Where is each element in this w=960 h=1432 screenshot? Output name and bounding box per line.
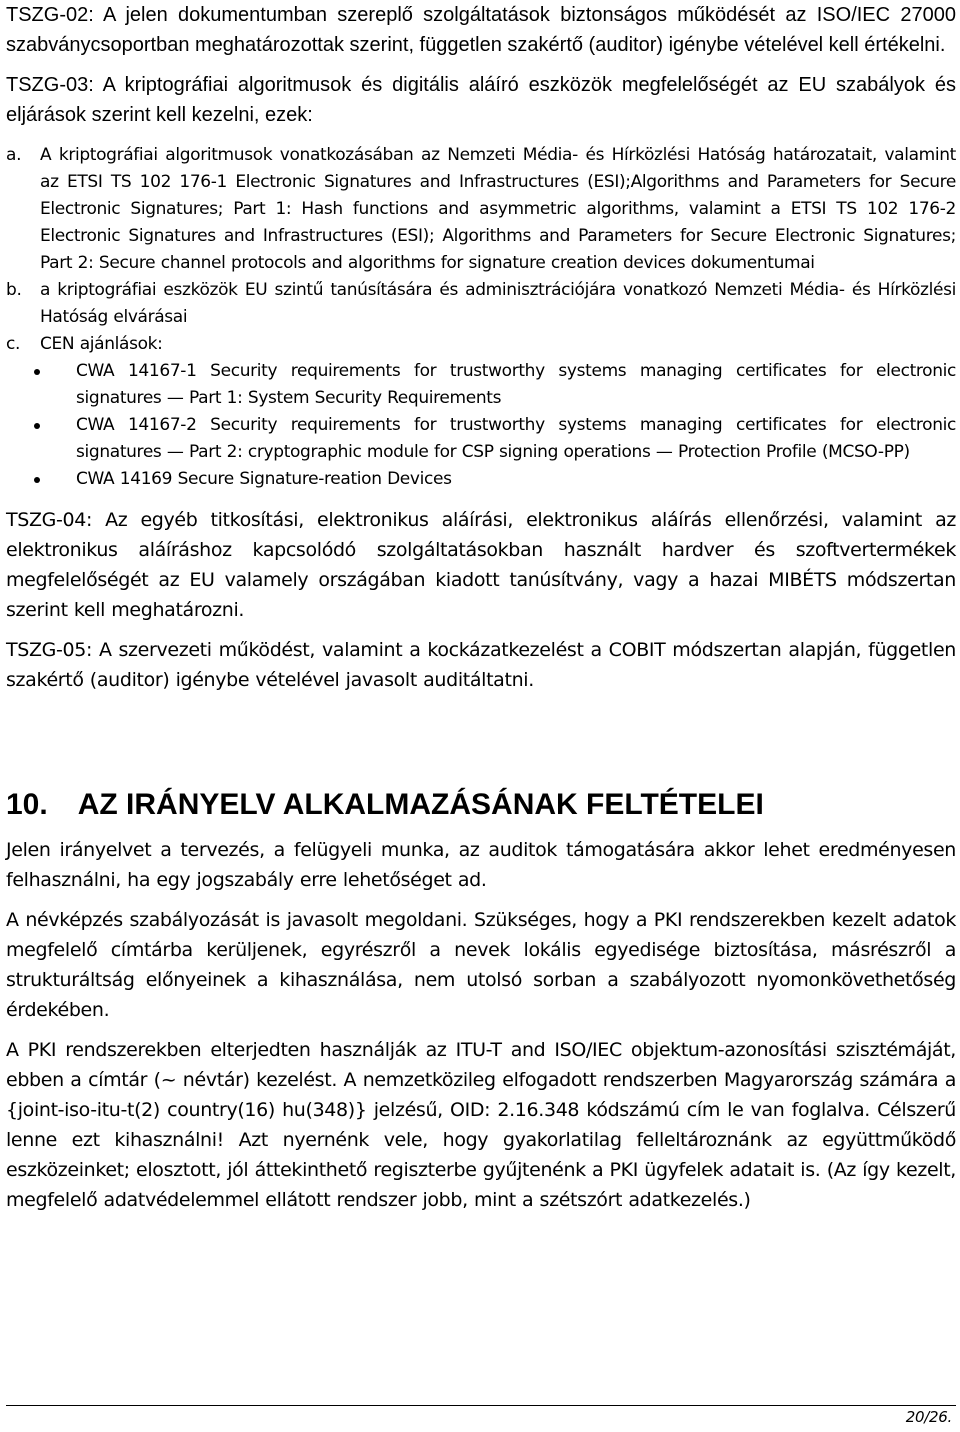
section-heading xyxy=(6,787,956,823)
paragraph-tszg-03: TSZG-03: A kriptográfiai algoritmusok és digitális aláíró eszközök megfelelőségét az EU szabályok és eljárások szerint kell kezelni, ezek: xyxy=(6,74,956,126)
section-paragraph: A névképzés szabályozását is javasolt megoldani. Szükséges, hogy a PKI rendszerekben kezelt adatok megfelelő címtárba kerüljenek, egyrészről a nevek lokális egyedisége biztosítása, másrészről a strukturáltság előnyeinek a kihasználása, nem utolsó sorban a szabályozott nyomonkövethetőség érdekében. xyxy=(6,909,956,1021)
page-number: 20/26. xyxy=(905,1408,952,1426)
list-marker-b: b. xyxy=(6,280,22,300)
list-item-a xyxy=(6,142,956,277)
document-page xyxy=(6,0,956,1215)
list-item xyxy=(76,358,956,412)
section-paragraph: A PKI rendszerekben elterjedten használják az ITU-T and ISO/IEC objektum-azonosítási szisztémáját, ebben a címtár (~ névtár) kezelést. A nemzetközileg elfogadott rendszerben Magyarország számára a {joint-iso-itu-t(2) country(16) hu(348)} jelzésű, OID: 2.16.348 kódszámú cím le van foglalva. Célszerű lenne ezt kihasználni! Azt nyernénk vele, hogy gyakorlatilag fellelt​ároznánk az együttműködő eszközeinket; elosztott, jól áttekinthető regiszterbe gyűjtenénk a PKI ügyfelek adatait is. (Az így kezelt, megfelelő adatvédelemmel ellátott rendszer jobb, mint a szétszórt adatkezelés.) xyxy=(6,1039,956,1211)
list-marker-a: a. xyxy=(6,145,22,165)
list-text-c: CEN ajánlások: xyxy=(40,334,163,354)
bullet-text: CWA 14169 Secure Signature-reation Devices xyxy=(76,469,452,489)
list-item-b xyxy=(6,277,956,331)
bullet-text: CWA 14167-1 Security requirements for trustworthy systems managing certificates for electronic signatures — Part 1: System Security Requirements xyxy=(76,361,956,408)
list-marker-c: c. xyxy=(6,334,21,354)
list-item xyxy=(76,412,956,466)
section-paragraph: Jelen irányelvet a tervezés, a felügyeli munka, az auditok támogatására akkor lehet eredményesen felhasználni, ha egy jogszabály erre lehetőséget ad. xyxy=(6,839,956,891)
bullet-icon xyxy=(34,477,40,483)
paragraph-tszg-04: TSZG-04: Az egyéb titkosítási, elektronikus aláírási, elektronikus aláírás ellenőrzési, valamint az elektronikus aláíráshoz kapcsolódó szolgáltatásokban használt hardver és szoftvertermékek megfelelőségét az EU valamely országában kiadott tanúsítvány, vagy a hazai MIBÉTS módszertan szerint kell meghatározni. xyxy=(6,509,956,621)
footer-divider xyxy=(6,1405,956,1406)
list-text-b: a kriptográfiai eszközök EU szintű tanúsítására és adminisztrációjára vonatkozó Nemzeti Média- és Hírközlési Hatóság elvárásai xyxy=(40,280,956,327)
list-item xyxy=(76,466,956,493)
section-title: AZ IRÁNYELV ALKALMAZÁSÁNAK FELTÉTELEI xyxy=(77,788,764,821)
paragraph-tszg-05: TSZG-05: A szervezeti működést, valamint a kockázatkezelést a COBIT módszertan alapján, független szakértő (auditor) igénybe vételével javasolt auditáltatni. xyxy=(6,639,956,691)
paragraph-tszg-02: TSZG-02: A jelen dokumentumban szereplő szolgáltatások biztonságos működését az ISO/IEC 27000 szabványcsoportban meghatározottak szerint, független szakértő (auditor) igénybe vételével kell értékelni. xyxy=(6,4,956,56)
list-item-c xyxy=(6,331,956,358)
bullet-icon xyxy=(34,423,40,429)
section-number: 10. xyxy=(6,788,48,821)
bullet-text: CWA 14167-2 Security requirements for trustworthy systems managing certificates for electronic signatures — Part 2: cryptographic module for CSP signing operations — Protection Profile (MCSO-PP) xyxy=(76,415,956,462)
bullet-icon xyxy=(34,369,40,375)
list-text-a: A kriptográfiai algoritmusok vonatkozásában az Nemzeti Média- és Hírközlési Hatóság határozatait, valamint az ETSI TS 102 176-1 Electronic Signatures and Infrastructures (ESI);Algorithms and Parameters for Secure Electronic Signatures; Part 1: Hash functions and asymmetric algorithms, valamint a ETSI TS 102 176-2 Electronic Signatures and Infrastructures (ESI); Algorithms and Parameters for Secure Electronic Signatures; Part 2: Secure channel protocols and algorithms for signature creation devices dokumentumai xyxy=(40,145,956,273)
cen-bullet-list xyxy=(6,358,956,493)
